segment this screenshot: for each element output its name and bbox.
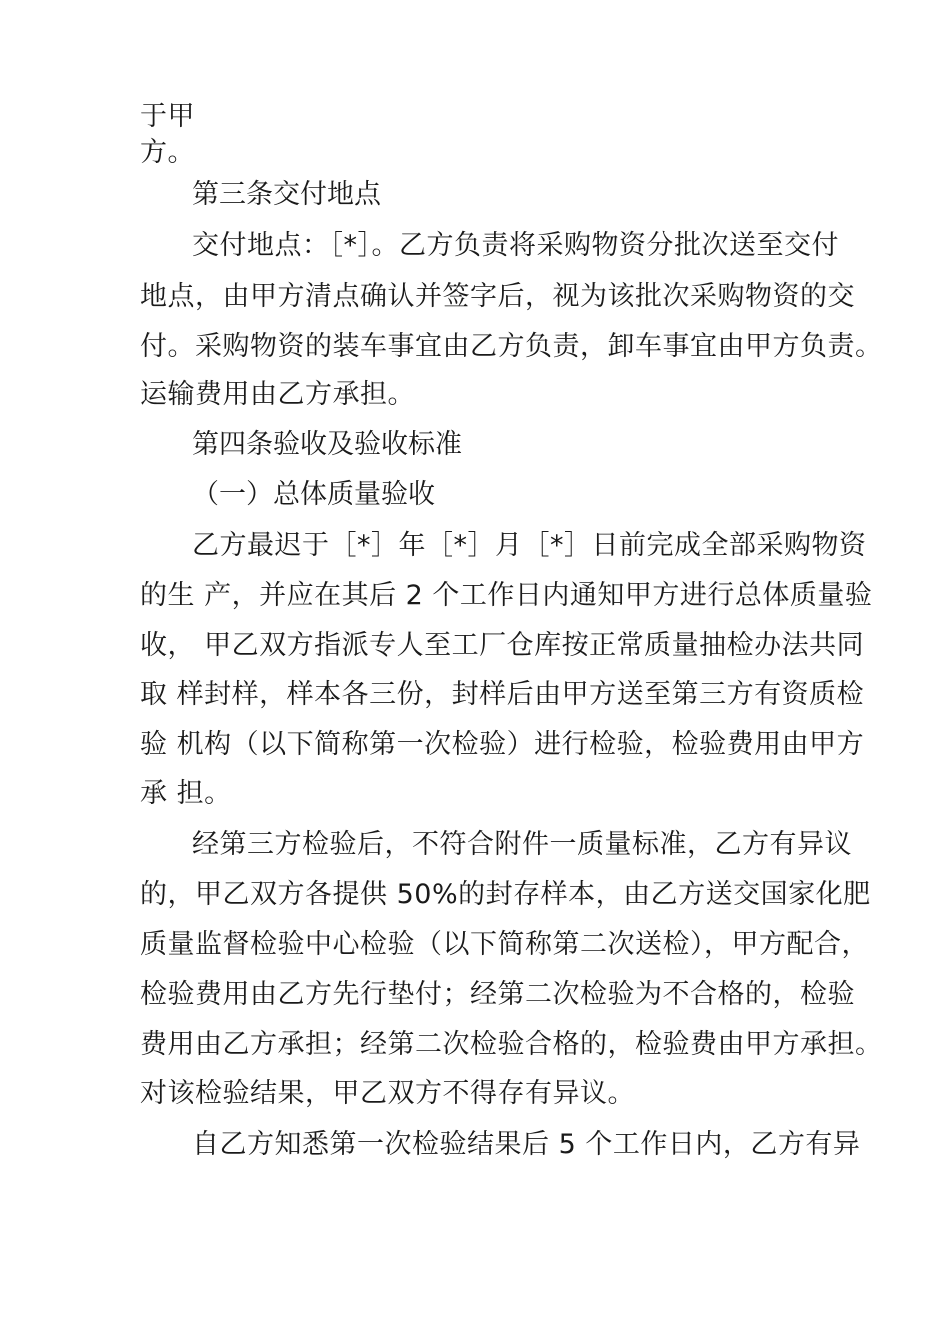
subsection-heading: （一）总体质量验收 xyxy=(192,479,435,510)
paragraph-line: 费用由乙方承担；经第二次检验合格的，检验费由甲方承担。 xyxy=(140,1029,883,1060)
paragraph-line: 地点，由甲方清点确认并签字后，视为该批次采购物资的交 xyxy=(140,281,855,312)
paragraph-line: 承 担。 xyxy=(140,778,232,809)
paragraph-line: 自乙方知悉第一次检验结果后 5 个工作日内，乙方有异 xyxy=(192,1129,861,1160)
paragraph-line: 取 样封样，样本各三份，封样后由甲方送至第三方有资质检 xyxy=(140,679,865,710)
section-heading-article-3: 第三条交付地点 xyxy=(192,179,381,210)
paragraph-line: 的生 产，并应在其后 2 个工作日内通知甲方进行总体质量验 xyxy=(140,580,873,611)
paragraph-line: 验 机构（以下简称第一次检验）进行检验，检验费用由甲方 xyxy=(140,729,865,760)
paragraph-line: 交付地点：［*］。乙方负责将采购物资分批次送至交付 xyxy=(192,230,839,261)
paragraph-line: 乙方最迟于［*］年［*］月［*］日前完成全部采购物资 xyxy=(192,530,867,561)
section-heading-article-4: 第四条验收及验收标准 xyxy=(192,429,462,460)
paragraph-line: 的，甲乙双方各提供 50%的封存样本，由乙方送交国家化肥 xyxy=(140,879,871,910)
paragraph-line: 质量监督检验中心检验（以下简称第二次送检），甲方配合， xyxy=(140,929,869,960)
paragraph-line: 检验费用由乙方先行垫付；经第二次检验为不合格的，检验 xyxy=(140,979,855,1010)
text-line-1: 于甲 xyxy=(140,101,195,132)
text-line-2: 方。 xyxy=(140,137,195,168)
paragraph-line: 对该检验结果，甲乙双方不得存有异议。 xyxy=(140,1078,635,1109)
paragraph-line: 经第三方检验后，不符合附件一质量标准，乙方有异议 xyxy=(192,829,852,860)
paragraph-line: 付。采购物资的装车事宜由乙方负责，卸车事宜由甲方负责。 xyxy=(140,331,883,362)
paragraph-line: 收， 甲乙双方指派专人至工厂仓库按正常质量抽检办法共同 xyxy=(140,630,865,661)
paragraph-line: 运输费用由乙方承担。 xyxy=(140,379,415,410)
